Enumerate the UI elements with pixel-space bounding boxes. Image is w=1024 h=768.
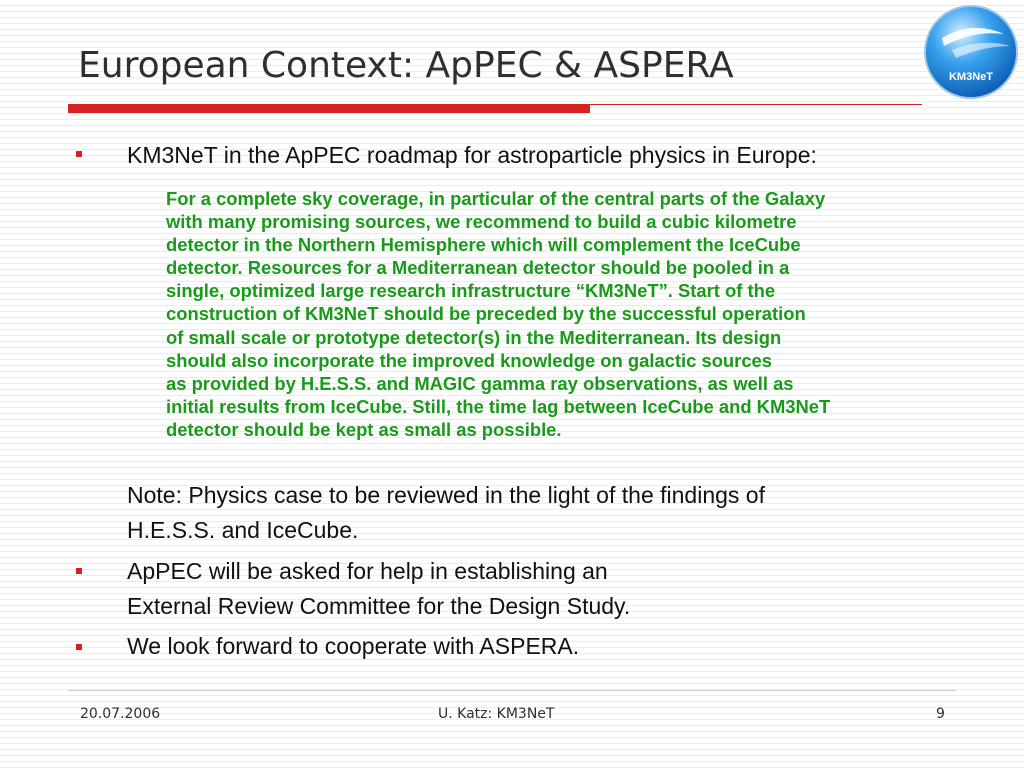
logo-label: KM3NeT bbox=[948, 71, 994, 83]
quote-line: construction of KM3NeT should be preceded by the successful operation bbox=[166, 303, 806, 325]
quote-line: detector should be kept as small as possible. bbox=[166, 418, 562, 440]
quote-line: For a complete sky coverage, in particular of the central parts of the Galaxy bbox=[166, 188, 826, 209]
footer-date: 20.07.2006 bbox=[80, 706, 161, 722]
slide-title: European Context: ApPEC & ASPERA bbox=[78, 45, 734, 86]
note-line: Note: Physics case to be reviewed in the light of the findings of bbox=[127, 482, 765, 508]
quote-line: detector. Resources for a Mediterranean detector should be pooled in a bbox=[166, 257, 790, 279]
slide-number: 9 bbox=[936, 706, 945, 722]
km3net-logo bbox=[922, 0, 1024, 108]
quote-line: should also incorporate the improved knowledge on galactic sources bbox=[166, 349, 773, 371]
bullet-2-line: External Review Committee for the Design Study. bbox=[127, 593, 631, 619]
footer-author: U. Katz: KM3NeT bbox=[438, 706, 555, 722]
bullet-marker bbox=[76, 568, 82, 574]
quote-line: with many promising sources, we recommend to build a cubic kilometre bbox=[166, 211, 797, 233]
title-underline-thin bbox=[590, 104, 922, 105]
bullet-1-line: KM3NeT in the ApPEC roadmap for astroparticle physics in Europe: bbox=[127, 142, 817, 168]
bullet-3-text bbox=[127, 629, 579, 664]
quote-line: as provided by H.E.S.S. and MAGIC gamma ray observations, as well as bbox=[166, 372, 794, 394]
bullet-2-text bbox=[127, 554, 630, 624]
roadmap-quote bbox=[166, 187, 1006, 441]
bullet-marker bbox=[76, 151, 82, 157]
bullet-marker bbox=[76, 644, 82, 650]
quote-line: of small scale or prototype detector(s) in the Mediterranean. Its design bbox=[166, 326, 782, 348]
quote-line: initial results from IceCube. Still, the time lag between IceCube and KM3NeT bbox=[166, 395, 831, 417]
footer-divider bbox=[68, 690, 956, 691]
bullet-2-line: ApPEC will be asked for help in establishing an bbox=[127, 558, 608, 584]
quote-line: detector in the Northern Hemisphere which will complement the IceCube bbox=[166, 234, 801, 256]
note-line: H.E.S.S. and IceCube. bbox=[127, 517, 359, 543]
quote-line: single, optimized large research infrastructure “KM3NeT”. Start of the bbox=[166, 280, 776, 302]
physics-note bbox=[127, 478, 765, 548]
bullet-1-text bbox=[127, 138, 817, 173]
bullet-3-line: We look forward to cooperate with ASPERA. bbox=[127, 633, 580, 659]
title-underline-thick bbox=[68, 104, 590, 113]
